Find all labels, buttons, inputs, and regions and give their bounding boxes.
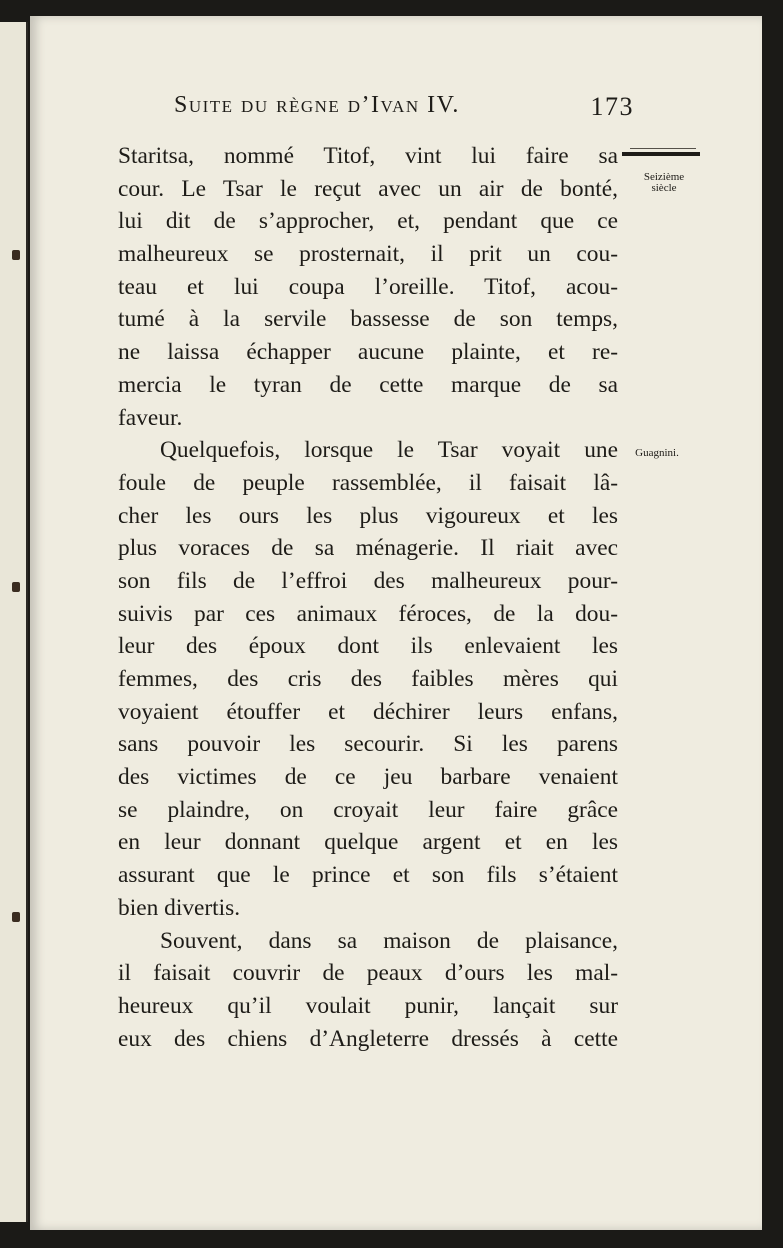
running-title: Suite du règne d’Ivan IV. [174,92,460,118]
text-line: voyaient étouffer et déchirer leurs enfans, [118,698,618,725]
text-line: cher les ours les plus vigoureux et les [118,502,618,529]
facing-page-edge [0,22,28,1222]
margin-note-line: Seizième [643,171,685,183]
text-line: teau et lui coupa l’oreille. Titof, acou- [118,273,618,300]
binding-mark [12,250,20,260]
binding-mark [12,582,20,592]
text-line: Souvent, dans sa maison de plaisance, [160,927,618,954]
text-line: femmes, des cris des faibles mères qui [118,666,618,692]
binding-mark [12,912,20,922]
margin-note-source: Guagnini. [635,447,679,459]
text-line: en leur donnant quelque argent et en les [118,829,618,856]
text-line: assurant que le prince et son fils s’étaient [118,862,618,889]
text-line: ne laissa échapper aucune plainte, et re- [118,339,618,366]
text-line: suivis par ces animaux féroces, de la dou- [118,600,618,627]
text-line: heureux qu’il voulait punir, lançait sur [118,992,618,1019]
text-line: leur des époux dont ils enlevaient les [118,633,618,660]
text-line: il faisait couvrir de peaux d’ours les mal- [118,960,618,987]
text-line: eux des chiens d’Angleterre dressés à cette [118,1025,618,1052]
margin-note-line: siècle [651,182,677,194]
text-line: faveur. [118,404,183,431]
text-line: mercia le tyran de cette marque de sa [118,371,618,398]
body-text [118,140,618,1055]
margin-rule [622,152,700,156]
text-line: malheureux se prosternait, il prit un cou- [118,241,618,268]
text-line: cour. Le Tsar le reçut avec un air de bonté, [118,175,618,202]
text-line: des victimes de ce jeu barbare venaient [118,764,618,791]
margin-rule [630,148,696,149]
text-line: se plaindre, on croyait leur faire grâce [118,796,618,823]
text-line: bien divertis. [118,894,241,921]
text-line: sans pouvoir les secourir. Si les parens [118,731,618,758]
text-line: son fils de l’effroi des malheureux pour- [118,567,618,594]
text-line: Quelquefois, lorsque le Tsar voyait une [160,437,618,464]
text-line: plus voraces de sa ménagerie. Il riait avec [118,535,618,562]
margin-note-date [628,172,700,194]
text-line: tumé à la servile bassesse de son temps, [118,306,618,333]
book-page [30,16,762,1230]
text-line: foule de peuple rassemblée, il faisait lâ- [118,469,618,496]
page-number: 173 [590,92,634,121]
text-line: lui dit de s’approcher, et, pendant que ce [118,208,618,235]
text-line: Staritsa, nommé Titof, vint lui faire sa [118,143,618,169]
